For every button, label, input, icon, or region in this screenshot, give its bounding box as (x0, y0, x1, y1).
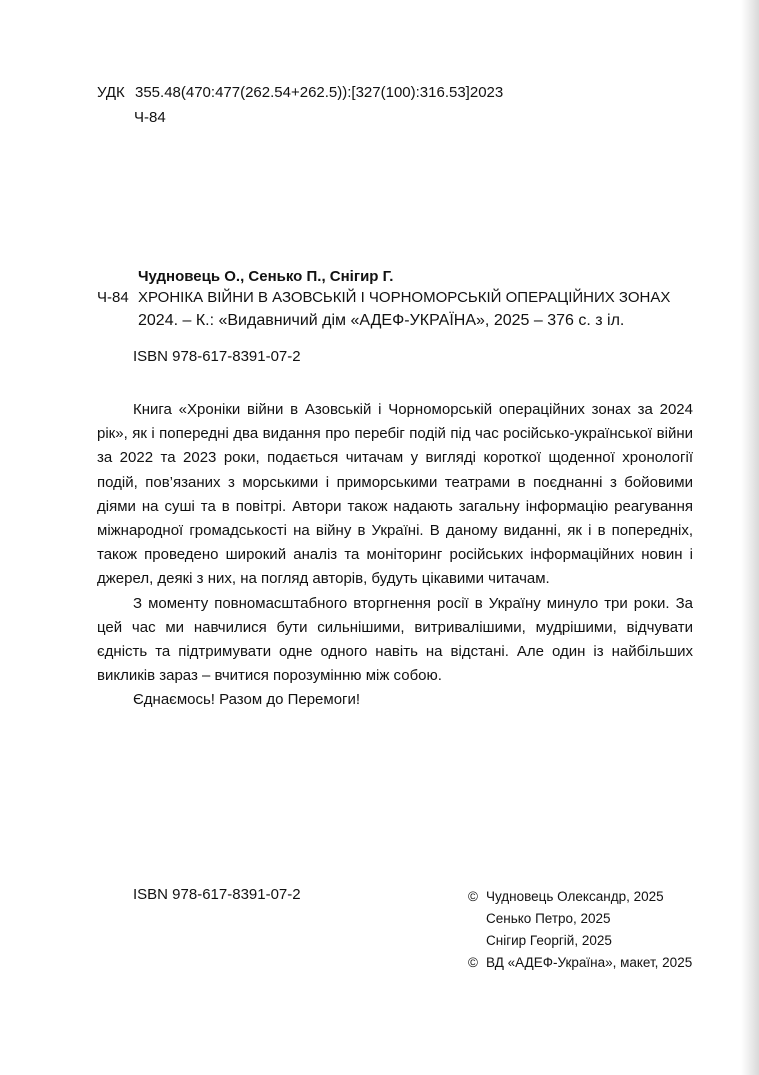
copyright-holder: Сенько Петро, 2025 (486, 911, 611, 926)
catalog-authors: Чудновець О., Сенько П., Снігир Г. (138, 268, 394, 285)
book-abstract (97, 398, 693, 713)
copyright-holder: ВД «АДЕФ-Україна», макет, 2025 (486, 955, 693, 970)
page-edge-shadow (741, 0, 759, 1075)
udk-line (97, 84, 503, 102)
udk-code: 355.48(470:477(262.54+262.5)):[327(100):316.53]2023 (135, 84, 504, 101)
footer-isbn: ISBN 978-617-8391-07-2 (133, 886, 301, 903)
copyright-holder: Снігир Георгій, 2025 (486, 933, 612, 948)
copyright-line (468, 908, 692, 930)
copyright-symbol: © (468, 889, 478, 904)
copyright-line (468, 952, 692, 974)
copyright-line (468, 886, 692, 908)
copyright-symbol: © (468, 955, 478, 970)
catalog-title: ХРОНІКА ВІЙНИ В АЗОВСЬКІЙ І ЧОРНОМОРСЬКІЙ ОПЕРАЦІЙНИХ ЗОНАХ (138, 289, 671, 306)
abstract-paragraph: З моменту повномасштабного вторгнення росії в Україну минуло три роки. За цей час ми навчилися бути сильнішими, витривалішими, мудрішими, відчувати єдність та підтримувати одне одного навіть на відстані. Але один із найбільших викликів зараз – вчитися порозумінню між собою. (97, 594, 693, 685)
udk-label: УДК (97, 84, 125, 101)
copyright-holder: Чудновець Олександр, 2025 (486, 889, 664, 904)
abstract-paragraph: Єднаємось! Разом до Перемоги! (133, 691, 361, 709)
copyright-line (468, 930, 692, 952)
catalog-shelf-mark: Ч-84 (97, 289, 129, 306)
udk-author-mark: Ч-84 (134, 109, 166, 126)
catalog-imprint: 2024. – К.: «Видавничий дім «АДЕФ-УКРАЇНА», 2025 – 376 с. з іл. (138, 312, 625, 329)
catalog-isbn: ISBN 978-617-8391-07-2 (133, 348, 301, 365)
copyright-block (468, 886, 692, 974)
abstract-paragraph: Книга «Хроніки війни в Азовській і Чорноморській операційних зонах за 2024 рік», як і попередні два видання про перебіг подій під час російсько-української війни за 2022 та 2023 роки, подається читачам у вигляді короткої щоденної хронології подій, пов’язаних з морськими і приморськими театрами в поєднанні з бойовими діями на суші та в повітрі. Автори також надають загальну інформацію реагування міжнародної громадськості на війну в Україні. В даному виданні, як і в попередніх, також проведено широкий аналіз та моніторинг російських інформаційних новин і джерел, деякі з них, на погляд авторів, будуть цікавими читачам. (97, 401, 693, 588)
